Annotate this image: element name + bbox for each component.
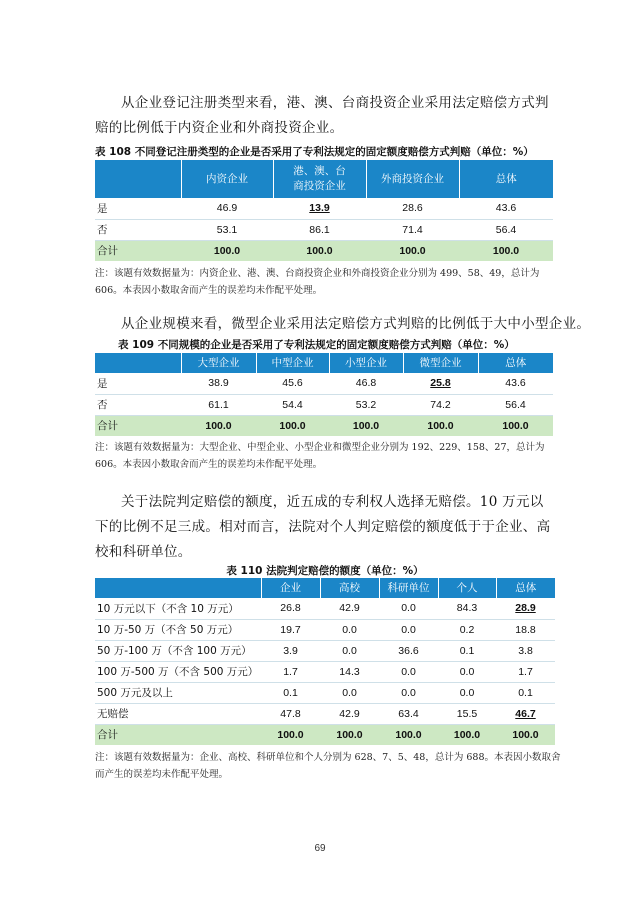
table-cell: 84.3: [438, 598, 496, 619]
table-cell: 0.0: [379, 619, 438, 640]
table-cell: 0.0: [320, 640, 379, 661]
table-cell-highlight: 46.7: [496, 703, 555, 724]
table-cell: 100.0: [459, 240, 553, 261]
page-number: 69: [314, 843, 326, 854]
table-row: [95, 661, 555, 682]
table-cell: 0.0: [438, 682, 496, 703]
table-cell: 15.5: [438, 703, 496, 724]
table-header-row: [95, 578, 555, 598]
table-cell: 56.4: [459, 219, 553, 240]
header-cell: 内资企业: [181, 160, 273, 198]
table-cell: 43.6: [459, 198, 553, 219]
table-cell: 100.0: [273, 240, 366, 261]
table-row: [95, 219, 553, 240]
header-cell: 个人: [438, 578, 496, 598]
row-label: 10 万元以下（不含 10 万元）: [95, 598, 261, 619]
table-cell: 0.0: [379, 598, 438, 619]
table-header-row: [95, 353, 553, 373]
table-cell: 100.0: [320, 724, 379, 745]
table-108-note: 注：该题有效数据量为：内资企业、港、澳、台商投资企业和外商投资企业分别为 499、58、49，总计为 606。本表因小数取舍而产生的误差均未作配平处理。: [95, 268, 540, 296]
table-cell: 0.0: [320, 619, 379, 640]
table-cell: 61.1: [181, 394, 256, 415]
header-cell: [95, 578, 261, 598]
table-108-caption: 表 108 不同登记注册类型的企业是否采用了专利法规定的固定额度赔偿方式判赔（单位：%）: [95, 146, 534, 158]
header-cell: [95, 160, 181, 198]
table-cell: 0.1: [261, 682, 320, 703]
table-cell: 3.8: [496, 640, 555, 661]
row-label: 否: [95, 219, 181, 240]
table-cell: 19.7: [261, 619, 320, 640]
table-cell: 14.3: [320, 661, 379, 682]
table-cell: 0.0: [379, 661, 438, 682]
table-row: [95, 598, 555, 619]
table-row: [95, 394, 553, 415]
header-cell: 总体: [459, 160, 553, 198]
table-cell: 53.1: [181, 219, 273, 240]
table-cell: 3.9: [261, 640, 320, 661]
table-row: [95, 682, 555, 703]
row-label: 10 万-50 万（不含 50 万元）: [95, 619, 261, 640]
table-109-note: 注：该题有效数据量为：大型企业、中型企业、小型企业和微型企业分别为 192、229、158、27，总计为 606。本表因小数取舍而产生的误差均未作配平处理。: [95, 442, 545, 470]
table-109-caption: 表 109 不同规模的企业是否采用了专利法规定的固定额度赔偿方式判赔（单位：%）: [118, 339, 515, 351]
table-cell: 0.2: [438, 619, 496, 640]
total-label: 合计: [95, 240, 181, 261]
table-cell: 47.8: [261, 703, 320, 724]
table-cell: 0.0: [320, 682, 379, 703]
row-label: 100 万-500 万（不含 500 万元）: [95, 661, 261, 682]
table-cell: 38.9: [181, 373, 256, 394]
header-cell: 总体: [478, 353, 553, 373]
table-cell: 63.4: [379, 703, 438, 724]
row-label: 否: [95, 394, 181, 415]
header-cell: 港、澳、台商投资企业: [273, 160, 366, 198]
intro-paragraph-amount: 关于法院判定赔偿的额度，近五成的专利权人选择无赔偿。10 万元以下的比例不足三成。相对而言，法院对个人判定赔偿的额度低于于企业、高校和科研单位。: [95, 494, 551, 560]
table-cell: 1.7: [496, 661, 555, 682]
intro-paragraph-size: 从企业规模来看，微型企业采用法定赔偿方式判赔的比例低于大中小型企业。: [121, 316, 591, 332]
row-label: 500 万元及以上: [95, 682, 261, 703]
row-label: 是: [95, 198, 181, 219]
table-110: [95, 578, 555, 745]
table-cell: 100.0: [478, 415, 553, 436]
table-110-caption: 表 110 法院判定赔偿的额度（单位：%）: [226, 565, 424, 577]
table-cell-highlight: 25.8: [403, 373, 478, 394]
table-row: [95, 619, 555, 640]
header-cell: 外商投资企业: [366, 160, 459, 198]
table-cell: 42.9: [320, 598, 379, 619]
table-cell: 100.0: [256, 415, 329, 436]
table-cell: 100.0: [181, 240, 273, 261]
intro-paragraph-registration: 从企业登记注册类型来看，港、澳、台商投资企业采用法定赔偿方式判赔的比例低于内资企业和外商投资企业。: [95, 95, 549, 136]
table-cell: 100.0: [329, 415, 403, 436]
table-cell-highlight: 13.9: [273, 198, 366, 219]
table-cell: 43.6: [478, 373, 553, 394]
table-row: [95, 703, 555, 724]
table-cell: 56.4: [478, 394, 553, 415]
header-cell: 企业: [261, 578, 320, 598]
header-cell: 中型企业: [256, 353, 329, 373]
table-cell: 54.4: [256, 394, 329, 415]
table-row: [95, 640, 555, 661]
table-cell: 86.1: [273, 219, 366, 240]
row-label: 无赔偿: [95, 703, 261, 724]
table-cell-highlight: 28.9: [496, 598, 555, 619]
table-total-row: [95, 724, 555, 745]
table-cell: 53.2: [329, 394, 403, 415]
table-cell: 1.7: [261, 661, 320, 682]
table-cell: 100.0: [438, 724, 496, 745]
header-cell: 微型企业: [403, 353, 478, 373]
row-label: 50 万-100 万（不含 100 万元）: [95, 640, 261, 661]
table-109: [95, 353, 553, 436]
table-cell: 26.8: [261, 598, 320, 619]
table-cell: 100.0: [366, 240, 459, 261]
header-cell: 高校: [320, 578, 379, 598]
table-cell: 100.0: [261, 724, 320, 745]
row-label: 是: [95, 373, 181, 394]
table-cell: 100.0: [379, 724, 438, 745]
table-cell: 0.0: [438, 661, 496, 682]
header-cell: 大型企业: [181, 353, 256, 373]
table-total-row: [95, 240, 553, 261]
table-cell: 28.6: [366, 198, 459, 219]
table-cell: 71.4: [366, 219, 459, 240]
total-label: 合计: [95, 415, 181, 436]
table-header-row: [95, 160, 553, 198]
header-cell: 小型企业: [329, 353, 403, 373]
table-cell: 0.1: [438, 640, 496, 661]
table-row: [95, 373, 553, 394]
table-108: [95, 160, 553, 261]
table-cell: 100.0: [181, 415, 256, 436]
table-cell: 45.6: [256, 373, 329, 394]
header-cell: [95, 353, 181, 373]
table-cell: 46.9: [181, 198, 273, 219]
table-cell: 0.1: [496, 682, 555, 703]
total-label: 合计: [95, 724, 261, 745]
table-cell: 100.0: [403, 415, 478, 436]
table-cell: 100.0: [496, 724, 555, 745]
table-cell: 36.6: [379, 640, 438, 661]
table-cell: 0.0: [379, 682, 438, 703]
table-row: [95, 198, 553, 219]
table-cell: 46.8: [329, 373, 403, 394]
table-110-note: 注：该题有效数据量为：企业、高校、科研单位和个人分别为 628、7、5、48，总计为 688。本表因小数取舍而产生的误差均未作配平处理。: [95, 752, 561, 780]
table-total-row: [95, 415, 553, 436]
table-cell: 18.8: [496, 619, 555, 640]
table-cell: 74.2: [403, 394, 478, 415]
header-cell: 总体: [496, 578, 555, 598]
header-cell: 科研单位: [379, 578, 438, 598]
table-cell: 42.9: [320, 703, 379, 724]
